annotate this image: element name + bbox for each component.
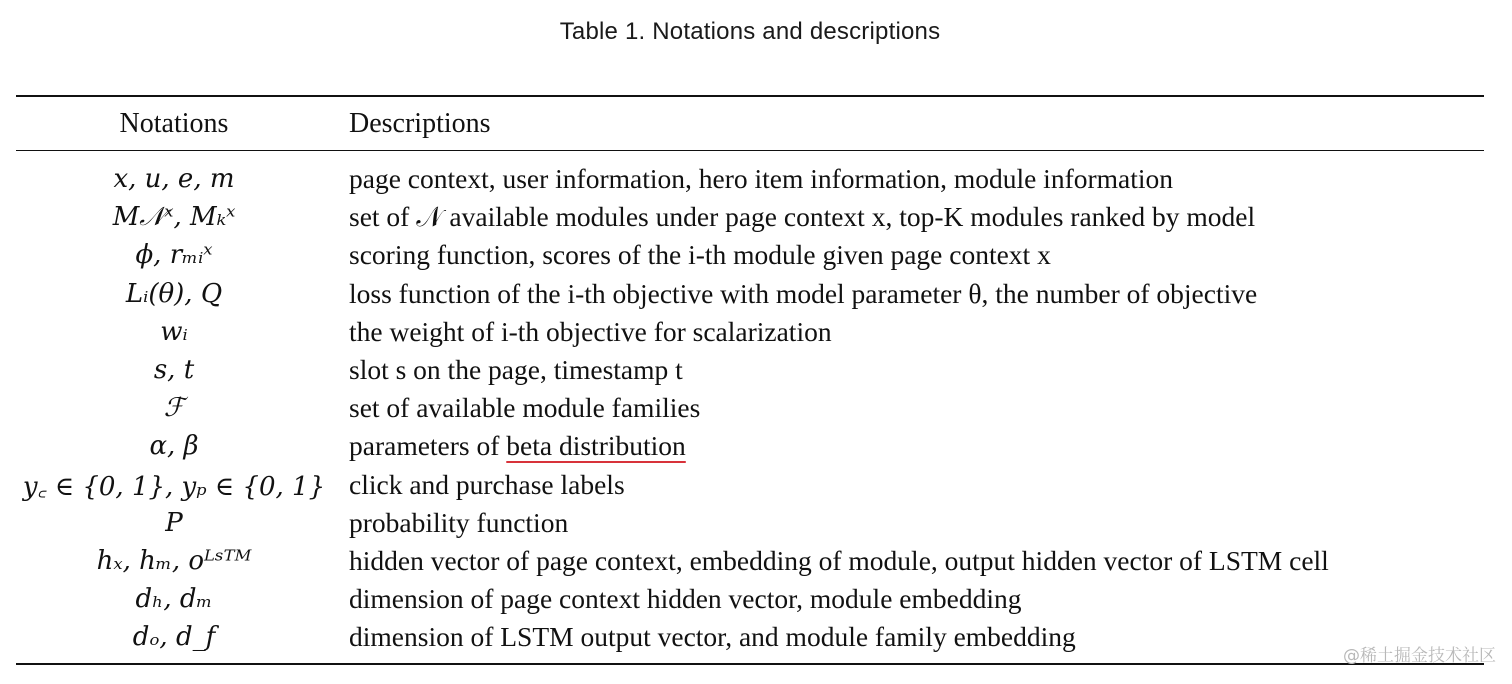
notation-cell: s, t: [153, 355, 195, 386]
notation-cell: x, u, e, m: [113, 164, 235, 195]
table-row: [0, 618, 1512, 656]
notation-cell: α, β: [149, 431, 199, 462]
notation-cell: ℱ: [163, 393, 185, 424]
header-notations: Notations: [119, 108, 229, 139]
notation-cell: wᵢ: [160, 316, 188, 347]
header-rule: [16, 150, 1484, 151]
notation-cell: M𝒩ˣ, Mₖˣ: [112, 201, 236, 232]
table-caption: Table 1. Notations and descriptions: [559, 18, 941, 45]
description-cell: set of 𝒩 available modules under page context x, top-K modules ranked by model: [349, 200, 1256, 232]
watermark: @稀土掘金技术社区: [1343, 646, 1496, 666]
table-row: [0, 351, 1512, 389]
notation-cell: dₒ, d_f: [132, 622, 216, 653]
table-row: [0, 389, 1512, 427]
table-row: [0, 580, 1512, 618]
description-cell: click and purchase labels: [349, 468, 625, 500]
header-descriptions: Descriptions: [349, 108, 491, 139]
notation-cell: P: [165, 507, 183, 538]
table-row: [0, 198, 1512, 236]
table-row: [0, 160, 1512, 198]
table-row: [0, 504, 1512, 542]
description-cell: dimension of LSTM output vector, and module family embedding: [349, 621, 1076, 653]
table-row: [0, 236, 1512, 274]
description-cell: slot s on the page, timestamp t: [349, 354, 683, 386]
table-row: [0, 313, 1512, 351]
notation-cell: dₕ, dₘ: [135, 584, 213, 615]
notation-cell: hₓ, hₘ, oᴸˢᵀᴹ: [96, 545, 252, 576]
top-rule: [16, 95, 1484, 97]
description-cell: loss function of the i-th objective with model parameter θ, the number of objective: [349, 277, 1258, 309]
table-row: [0, 466, 1512, 504]
description-cell: scoring function, scores of the i-th module given page context x: [349, 239, 1051, 271]
notation-cell: y꜀ ∈ {0, 1}, yₚ ∈ {0, 1}: [22, 471, 326, 502]
description-cell: set of available module families: [349, 392, 701, 424]
notation-cell: Lᵢ(θ), Q: [125, 278, 223, 309]
spellcheck-underlined-text: beta distribution: [506, 430, 686, 462]
table-row: [0, 427, 1512, 465]
description-cell: hidden vector of page context, embedding of module, output hidden vector of LSTM cell: [349, 544, 1329, 576]
description-cell: dimension of page context hidden vector, module embedding: [349, 583, 1022, 615]
notation-cell: ϕ, rₘᵢˣ: [135, 240, 213, 271]
description-cell: page context, user information, hero item information, module information: [349, 163, 1174, 195]
table-row: [0, 542, 1512, 580]
description-cell: probability function: [349, 506, 569, 538]
bottom-rule: [16, 663, 1484, 665]
table-row: [0, 275, 1512, 313]
description-cell: [348, 430, 686, 462]
description-cell: the weight of i-th objective for scalarization: [349, 315, 832, 347]
description-text: parameters of: [349, 430, 507, 462]
table-body: [0, 160, 1512, 656]
